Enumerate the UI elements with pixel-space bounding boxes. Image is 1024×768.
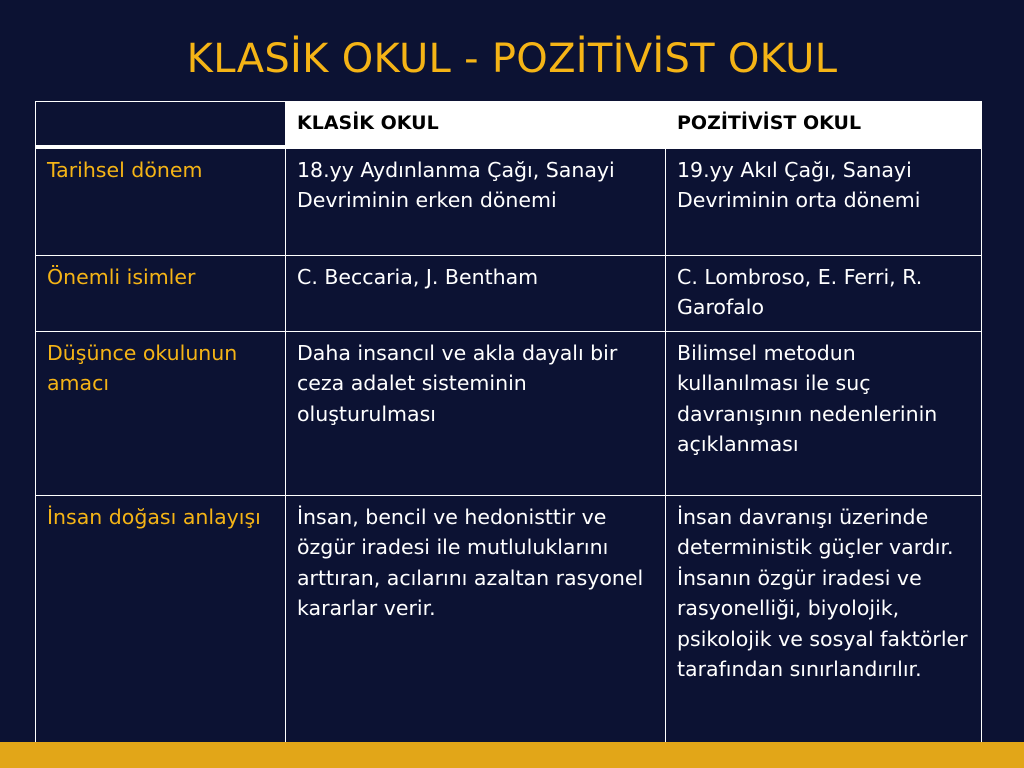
- table-row: [36, 331, 982, 495]
- row-label-dusunce-amaci: Düşünce okulunun amacı: [36, 331, 286, 495]
- klasik-dusunce-amaci: Daha insancıl ve akla dayalı bir ceza adalet sisteminin oluşturulması: [286, 331, 666, 495]
- pozitivist-tarihsel-donem: 19.yy Akıl Çağı, Sanayi Devriminin orta dönemi: [666, 147, 982, 256]
- table-row: [36, 255, 982, 331]
- pozitivist-onemli-isimler: C. Lombroso, E. Ferri, R. Garofalo: [666, 255, 982, 331]
- klasik-insan-dogasi: İnsan, bencil ve hedonisttir ve özgür iradesi ile mutluluklarını arttıran, acılarını azaltan rasyonel kararlar verir.: [286, 495, 666, 750]
- header-klasik-okul: KLASİK OKUL: [286, 102, 666, 147]
- row-label-tarihsel-donem: Tarihsel dönem: [36, 147, 286, 256]
- comparison-table: [35, 101, 982, 751]
- row-label-insan-dogasi: İnsan doğası anlayışı: [36, 495, 286, 750]
- slide-title: KLASİK OKUL - POZİTİVİST OKUL: [186, 36, 838, 82]
- header-pozitivist-okul: POZİTİVİST OKUL: [666, 102, 982, 147]
- pozitivist-insan-dogasi: İnsan davranışı üzerinde deterministik güçler vardır. İnsanın özgür iradesi ve rasyonelliği, biyolojik, psikolojik ve sosyal faktörler tarafından sınırlandırılır.: [666, 495, 982, 750]
- pozitivist-dusunce-amaci: Bilimsel metodun kullanılması ile suç davranışının nedenlerinin açıklanması: [666, 331, 982, 495]
- klasik-tarihsel-donem: 18.yy Aydınlanma Çağı, Sanayi Devriminin erken dönemi: [286, 147, 666, 256]
- header-empty-cell: [36, 102, 286, 147]
- footer-bar: [0, 742, 1024, 768]
- table-header-row: [36, 102, 982, 147]
- klasik-onemli-isimler: C. Beccaria, J. Bentham: [286, 255, 666, 331]
- table-row: [36, 495, 982, 750]
- table-row: [36, 147, 982, 256]
- row-label-onemli-isimler: Önemli isimler: [36, 255, 286, 331]
